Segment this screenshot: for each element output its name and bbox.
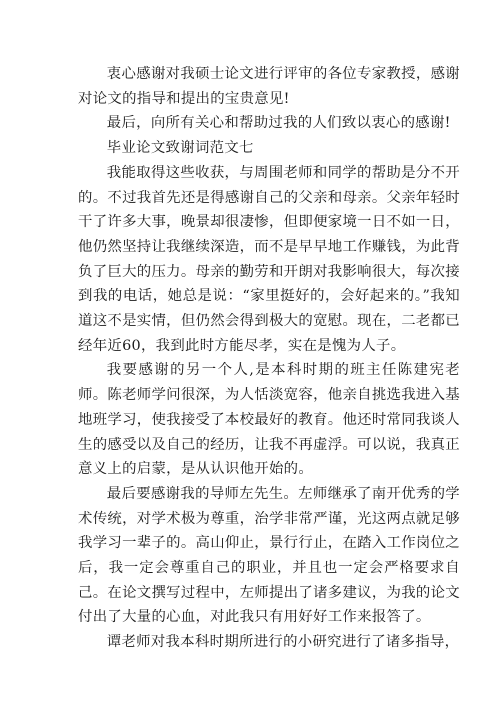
paragraph-thanks-reviewers: 衷心感谢对我硕士论文进行评审的各位专家教授，感谢对论文的指导和提出的宝贵意见!: [78, 66, 460, 107]
paragraph-teacher-chen: 我要感谢的另一个人,是本科时期的班主任陈建宪老师。陈老师学问很深，为人恬淡宽容，他亲自挑选我进入基地班学习，使我接受了本校最好的教育。他还时常同我谈人生的感受以及自己的经历，让我不再虚浮。可以说，我真正意义上的启蒙，是从认识他开始的。: [78, 362, 460, 478]
paragraph-advisor-zuo: 最后要感谢我的导师左先生。左师继承了南开优秀的学术传统，对学术极为尊重，治学非常严谨，光这两点就足够我学习一辈子的。高山仰止，景行行止，在踏入工作岗位之后，我一定会尊重自己的职业，并且也一定会严格要求自己。在论文撰写过程中，左师提出了诸多建议，为我的论文付出了大量的心血，对此我只有用好好工作来报答了。: [78, 485, 460, 626]
section-heading: 毕业论文致谢词范文七: [106, 140, 254, 157]
paragraph-parents: 我能取得这些收获，与周围老师和同学的帮助是分不开的。不过我首先还是得感谢自己的父亲和母亲。父亲年轻时干了许多大事，晚景却很凄惨，但即便家境一日不如一日，他仍然坚持让我继续深造，而不是早早地工作赚钱，为此背负了巨大的压力。母亲的勤劳和开朗对我影响很大，每次接到我的电话，她总是说：“家里挺好的，会好起来的。”我知道这不是实情，但仍然会得到极大的宽慰。现在，二老都已经年近60，我到此时方能尽孝，实在是愧为人子。: [78, 164, 460, 354]
document-body: [78, 62, 460, 655]
paragraph-final-thanks: 最后，向所有关心和帮助过我的人们致以衷心的感谢!: [106, 115, 451, 132]
paragraph-teacher-tan: 谭老师对我本科时期所进行的小研究进行了诸多指导，: [106, 634, 460, 651]
